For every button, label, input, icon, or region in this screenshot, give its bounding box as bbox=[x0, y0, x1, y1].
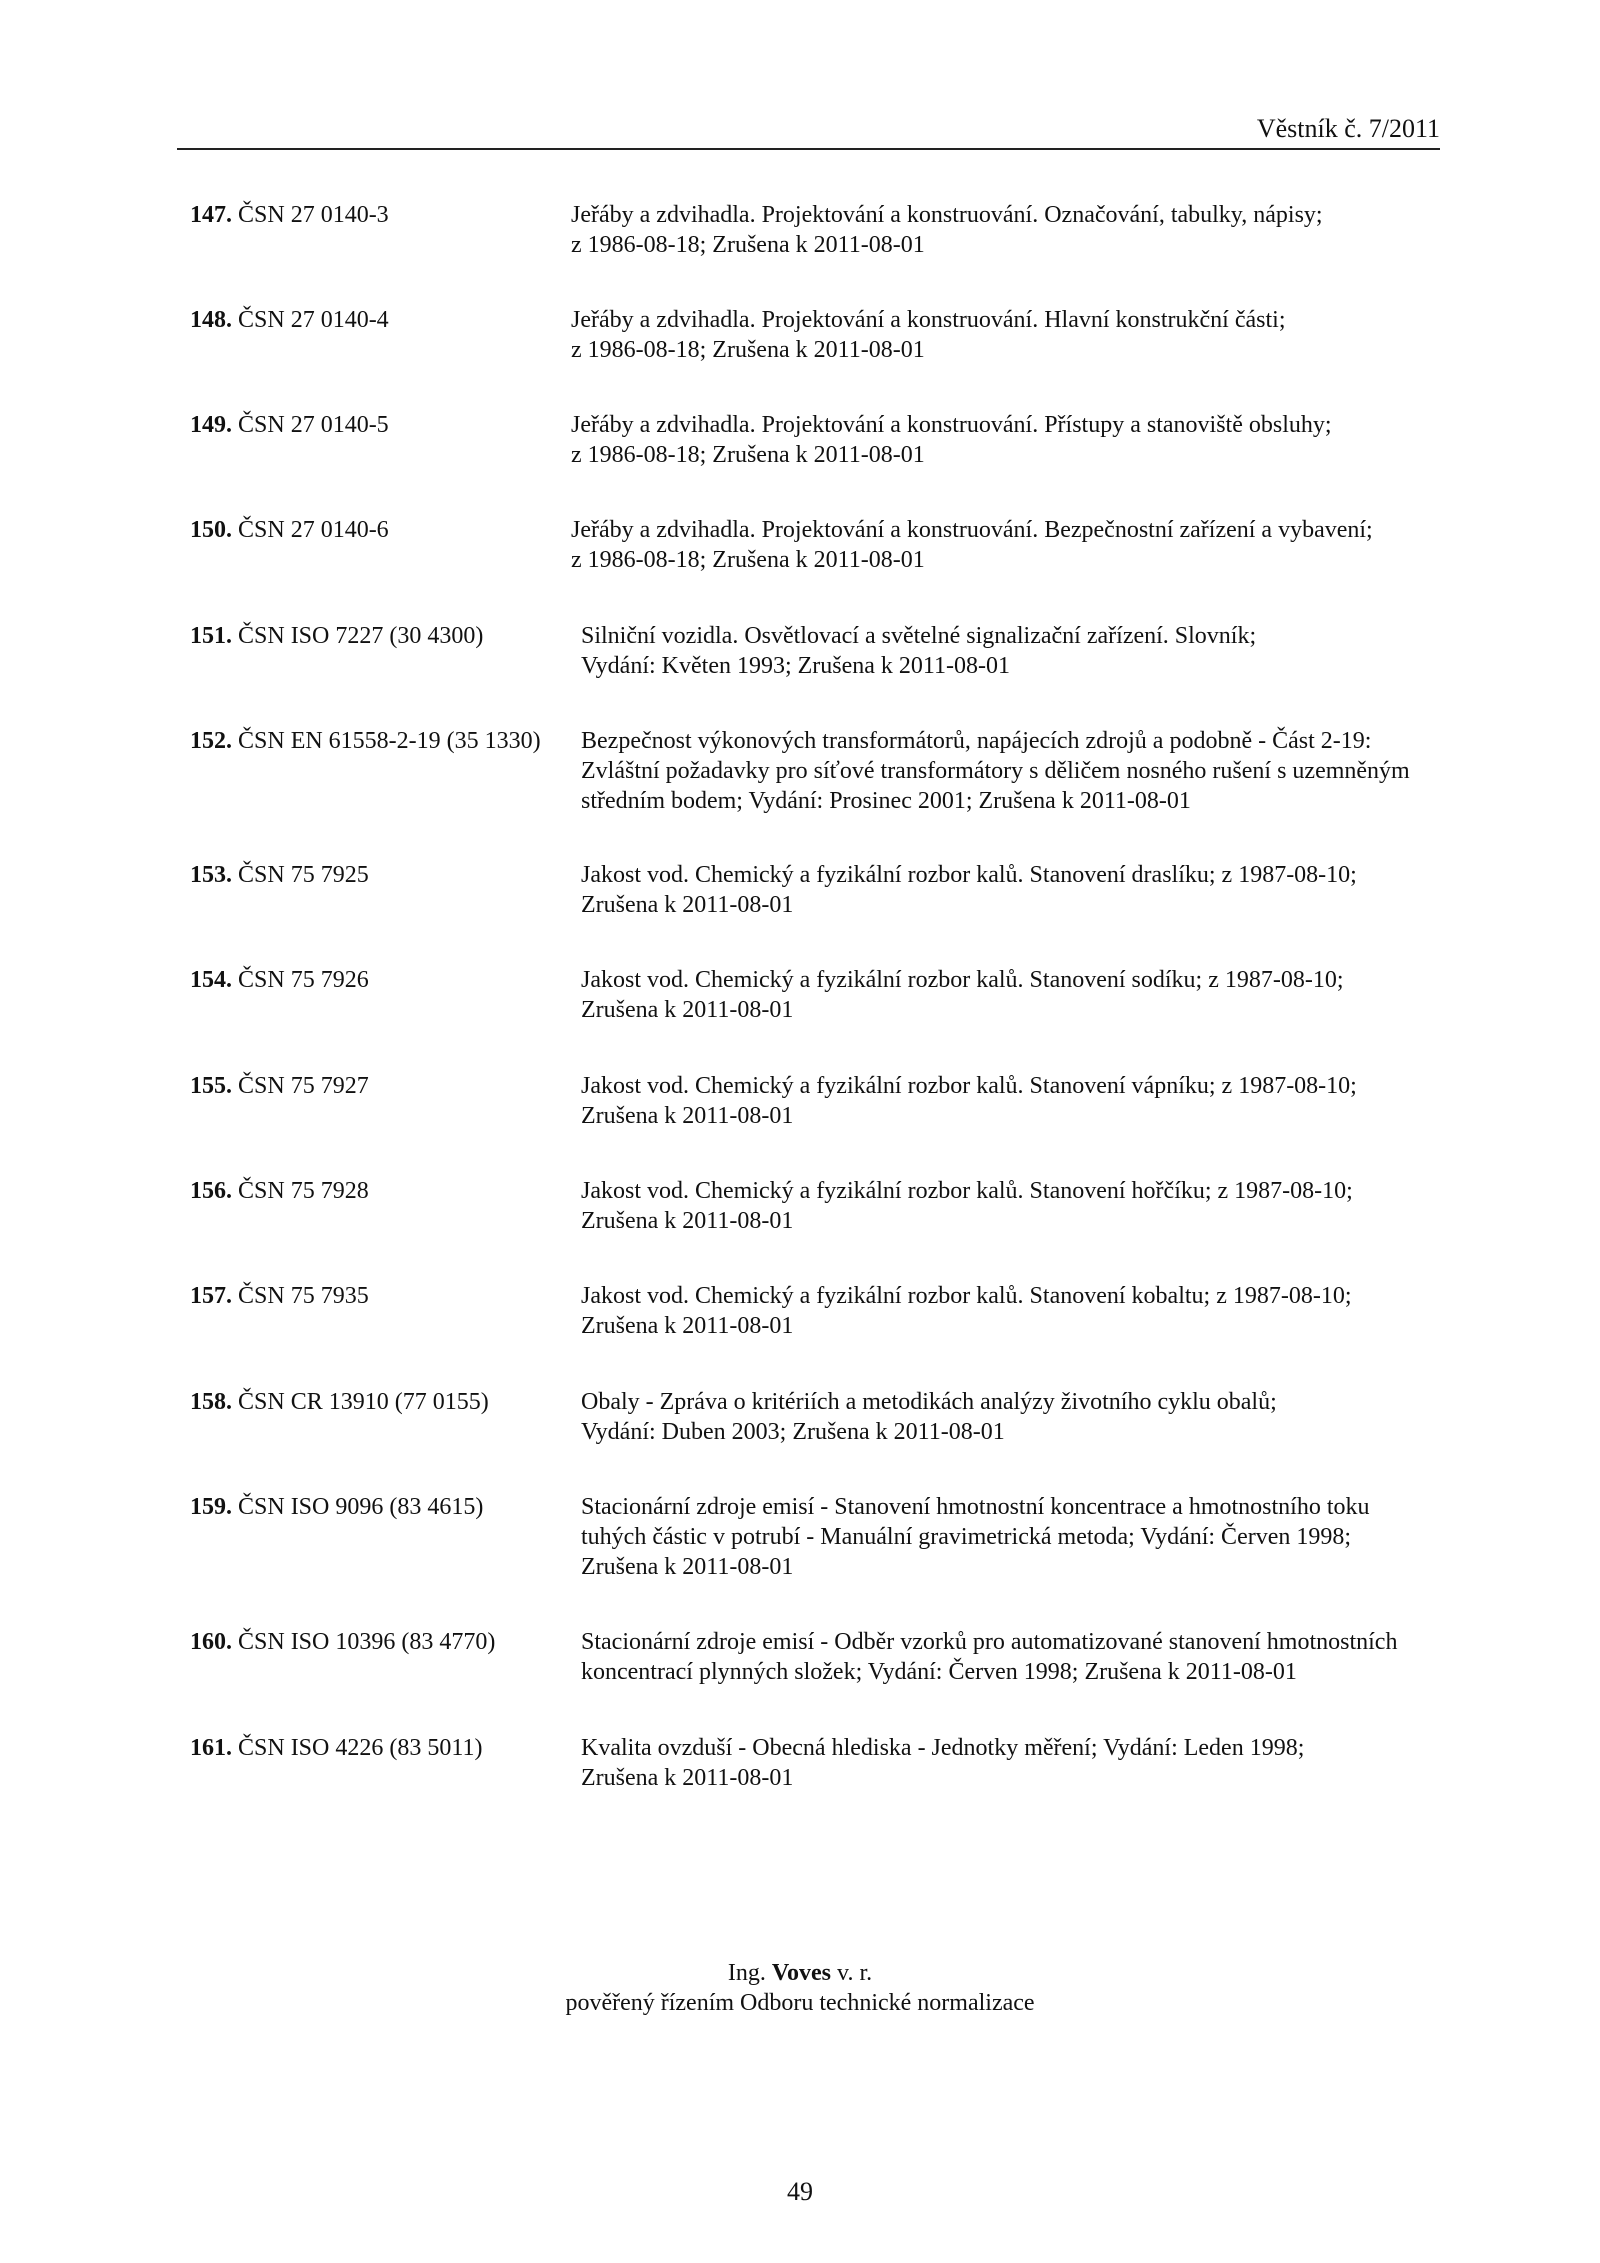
description-line: Jakost vod. Chemický a fyzikální rozbor kalů. Stanovení hořčíku; z 1987-08-10; bbox=[581, 1178, 1353, 1204]
standard-description bbox=[571, 200, 1323, 260]
entry-identifier bbox=[190, 200, 389, 230]
standard-code: ČSN 75 7927 bbox=[238, 1073, 369, 1099]
description-line: Jeřáby a zdvihadla. Projektování a konstruování. Označování, tabulky, nápisy; bbox=[571, 202, 1323, 228]
entry-identifier bbox=[190, 860, 369, 890]
description-line: Zrušena k 2011-08-01 bbox=[581, 1765, 794, 1791]
description-line: Stacionární zdroje emisí - Odběr vzorků pro automatizované stanovení hmotnostních bbox=[581, 1629, 1398, 1655]
description-line: Jakost vod. Chemický a fyzikální rozbor kalů. Stanovení draslíku; z 1987-08-10; bbox=[581, 862, 1357, 888]
description-line: středním bodem; Vydání: Prosinec 2001; Zrušena k 2011-08-01 bbox=[581, 788, 1191, 814]
entry-number: 150. bbox=[190, 517, 232, 543]
description-line: z 1986-08-18; Zrušena k 2011-08-01 bbox=[571, 337, 925, 363]
entry-identifier bbox=[190, 621, 483, 651]
entry-number: 151. bbox=[190, 623, 232, 649]
description-line: z 1986-08-18; Zrušena k 2011-08-01 bbox=[571, 232, 925, 258]
signature-role: pověřený řízením Odboru technické normalizace bbox=[565, 1990, 1035, 2016]
standard-description bbox=[571, 410, 1332, 470]
standard-description bbox=[581, 726, 1410, 816]
description-line: Zrušena k 2011-08-01 bbox=[581, 1313, 794, 1339]
entry-number: 147. bbox=[190, 202, 232, 228]
standard-code: ČSN 27 0140-4 bbox=[238, 307, 389, 333]
entry-identifier bbox=[190, 1387, 489, 1417]
standard-description bbox=[581, 1733, 1304, 1793]
entry-identifier bbox=[190, 1492, 483, 1522]
page-number: 49 bbox=[787, 2177, 813, 2206]
description-line: Zrušena k 2011-08-01 bbox=[581, 997, 794, 1023]
description-line: tuhých částic v potrubí - Manuální gravimetrická metoda; Vydání: Červen 1998; bbox=[581, 1524, 1352, 1550]
description-line: Zrušena k 2011-08-01 bbox=[581, 892, 794, 918]
description-line: Stacionární zdroje emisí - Stanovení hmotnostní koncentrace a hmotnostního toku bbox=[581, 1494, 1370, 1520]
description-line: Jakost vod. Chemický a fyzikální rozbor kalů. Stanovení kobaltu; z 1987-08-10; bbox=[581, 1283, 1352, 1309]
description-line: Zrušena k 2011-08-01 bbox=[581, 1103, 794, 1129]
description-line: Vydání: Květen 1993; Zrušena k 2011-08-01 bbox=[581, 653, 1011, 679]
description-line: Silniční vozidla. Osvětlovací a světelné signalizační zařízení. Slovník; bbox=[581, 623, 1257, 649]
entry-number: 149. bbox=[190, 412, 232, 438]
entry-identifier bbox=[190, 305, 389, 335]
standard-description bbox=[581, 1176, 1353, 1236]
page-header bbox=[177, 108, 1440, 150]
standard-description bbox=[581, 1281, 1352, 1341]
entry-identifier bbox=[190, 965, 369, 995]
description-line: z 1986-08-18; Zrušena k 2011-08-01 bbox=[571, 442, 925, 468]
standard-code: ČSN 27 0140-6 bbox=[238, 517, 389, 543]
standard-code: ČSN 75 7925 bbox=[238, 862, 369, 888]
description-line: Jakost vod. Chemický a fyzikální rozbor kalů. Stanovení sodíku; z 1987-08-10; bbox=[581, 967, 1344, 993]
entry-number: 148. bbox=[190, 307, 232, 333]
signature-prefix: Ing. bbox=[727, 1960, 772, 1986]
entry-number: 154. bbox=[190, 967, 232, 993]
standard-code: ČSN ISO 7227 (30 4300) bbox=[238, 623, 484, 649]
entry-identifier bbox=[190, 1281, 369, 1311]
standard-description bbox=[581, 1627, 1397, 1687]
entry-number: 155. bbox=[190, 1073, 232, 1099]
journal-issue-title: Věstník č. 7/2011 bbox=[1256, 114, 1440, 143]
description-line: z 1986-08-18; Zrušena k 2011-08-01 bbox=[571, 547, 925, 573]
standard-description bbox=[581, 1387, 1277, 1447]
signature-name: Voves bbox=[771, 1960, 831, 1986]
standard-code: ČSN ISO 4226 (83 5011) bbox=[238, 1735, 483, 1761]
entry-identifier bbox=[190, 1733, 482, 1763]
entry-number: 157. bbox=[190, 1283, 232, 1309]
entry-number: 152. bbox=[190, 728, 232, 754]
signature-name-row bbox=[0, 1958, 1600, 1988]
entry-number: 156. bbox=[190, 1178, 232, 1204]
standard-description bbox=[571, 305, 1286, 365]
entry-number: 153. bbox=[190, 862, 232, 888]
description-line: koncentrací plynných složek; Vydání: Červen 1998; Zrušena k 2011-08-01 bbox=[581, 1659, 1297, 1685]
standard-code: ČSN EN 61558-2-19 (35 1330) bbox=[238, 728, 541, 754]
entry-identifier bbox=[190, 515, 389, 545]
description-line: Jeřáby a zdvihadla. Projektování a konstruování. Bezpečnostní zařízení a vybavení; bbox=[571, 517, 1373, 543]
entry-identifier bbox=[190, 1627, 495, 1657]
standard-description bbox=[581, 1492, 1370, 1582]
standard-code: ČSN ISO 10396 (83 4770) bbox=[238, 1629, 496, 1655]
entry-identifier bbox=[190, 726, 541, 756]
standard-code: ČSN CR 13910 (77 0155) bbox=[238, 1389, 489, 1415]
description-line: Kvalita ovzduší - Obecná hlediska - Jednotky měření; Vydání: Leden 1998; bbox=[581, 1735, 1305, 1761]
standard-description bbox=[581, 965, 1344, 1025]
description-line: Jeřáby a zdvihadla. Projektování a konstruování. Hlavní konstrukční části; bbox=[571, 307, 1286, 333]
entry-number: 158. bbox=[190, 1389, 232, 1415]
description-line: Zvláštní požadavky pro síťové transformátory s děličem nosného rušení s uzemněným bbox=[581, 758, 1410, 784]
description-line: Obaly - Zpráva o kritériích a metodikách analýzy životního cyklu obalů; bbox=[581, 1389, 1277, 1415]
standard-code: ČSN 75 7935 bbox=[238, 1283, 369, 1309]
standard-code: ČSN 27 0140-5 bbox=[238, 412, 389, 438]
standard-code: ČSN 75 7928 bbox=[238, 1178, 369, 1204]
standard-code: ČSN 75 7926 bbox=[238, 967, 369, 993]
description-line: Vydání: Duben 2003; Zrušena k 2011-08-01 bbox=[581, 1419, 1005, 1445]
standard-description bbox=[581, 860, 1357, 920]
standard-code: ČSN 27 0140-3 bbox=[238, 202, 389, 228]
signature-block bbox=[0, 1958, 1600, 2018]
description-line: Zrušena k 2011-08-01 bbox=[581, 1208, 794, 1234]
entry-identifier bbox=[190, 1176, 369, 1206]
standard-description bbox=[571, 515, 1373, 575]
entry-identifier bbox=[190, 410, 389, 440]
description-line: Bezpečnost výkonových transformátorů, napájecích zdrojů a podobně - Část 2-19: bbox=[581, 728, 1372, 754]
standard-description bbox=[581, 1071, 1357, 1131]
signature-suffix: v. r. bbox=[831, 1960, 873, 1986]
description-line: Jeřáby a zdvihadla. Projektování a konstruování. Přístupy a stanoviště obsluhy; bbox=[571, 412, 1332, 438]
entry-number: 160. bbox=[190, 1629, 232, 1655]
standard-description bbox=[581, 621, 1256, 681]
entry-number: 161. bbox=[190, 1735, 232, 1761]
entry-number: 159. bbox=[190, 1494, 232, 1520]
entry-identifier bbox=[190, 1071, 369, 1101]
standard-code: ČSN ISO 9096 (83 4615) bbox=[238, 1494, 484, 1520]
description-line: Jakost vod. Chemický a fyzikální rozbor kalů. Stanovení vápníku; z 1987-08-10; bbox=[581, 1073, 1357, 1099]
description-line: Zrušena k 2011-08-01 bbox=[581, 1554, 794, 1580]
